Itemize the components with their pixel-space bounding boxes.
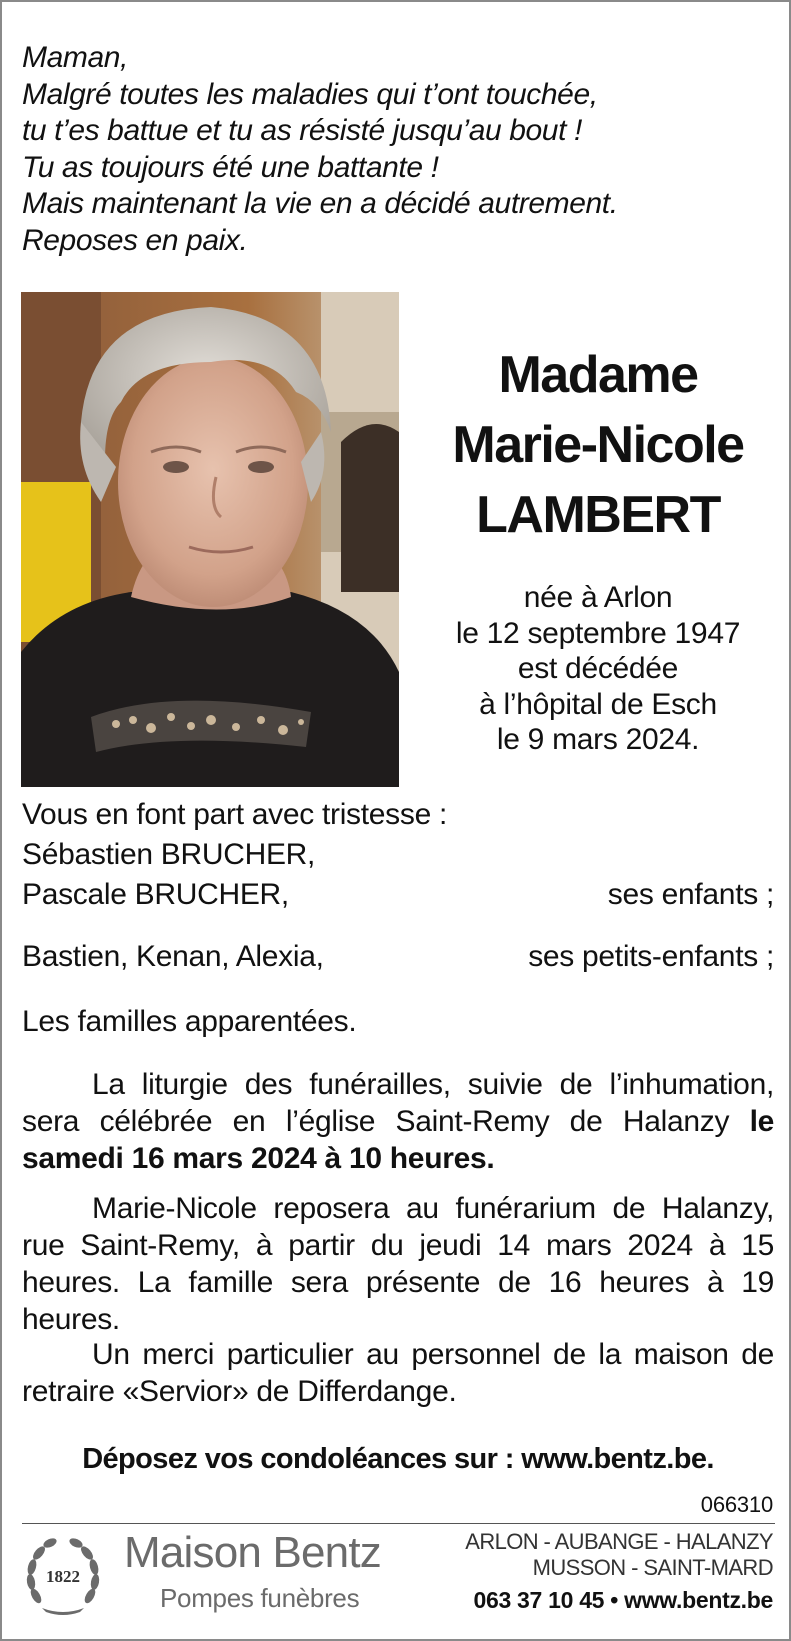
reference-number: 066310: [700, 1492, 773, 1517]
brand-name: Maison Bentz: [124, 1528, 381, 1577]
deceased-name: [412, 340, 784, 550]
laurel-badge-icon: [22, 1534, 104, 1616]
condolences-line: Déposez vos condoléances sur : www.bentz.be.: [82, 1443, 714, 1475]
last-name: LAMBERT: [476, 486, 720, 544]
child-name: Sébastien BRUCHER,: [22, 838, 316, 871]
death-statement: est décédée: [517, 652, 679, 685]
poem-line: Mais maintenant la vie en a décidé autrement.: [22, 187, 618, 220]
relation-label: ses petits-enfants ;: [528, 940, 774, 973]
footer-divider: [22, 1523, 775, 1524]
visitation-paragraph: Marie-Nicole reposera au funérarium de Halanzy, rue Saint-Remy, à partir du jeudi 14 mars 2024 à 15 heures. La famille sera présente de 16 heures à 19 heures.: [22, 1192, 774, 1336]
life-dates: [412, 580, 784, 758]
child-name: Pascale BRUCHER,: [22, 878, 289, 911]
family-row: [22, 878, 774, 918]
locations-line: ARLON - AUBANGE - HALANZY: [465, 1529, 773, 1554]
locations-line: MUSSON - SAINT-MARD: [532, 1555, 773, 1580]
poem-line: Malgré toutes les maladies qui t’ont touchée,: [22, 77, 598, 111]
death-date: le 9 mars 2024.: [496, 723, 700, 756]
thanks-paragraph: Un merci particulier au personnel de la maison de retraire «Servior» de Differdange.: [22, 1338, 774, 1408]
badge-year: 1822: [46, 1567, 80, 1586]
funeral-text: La liturgie des funérailles, suivie de l’inhumation, sera célébrée en l’église Saint-Remy de Halanzy: [22, 1068, 774, 1138]
death-place: à l’hôpital de Esch: [479, 687, 717, 721]
birth-date: le 12 septembre 1947: [455, 616, 741, 650]
contact-line: 063 37 10 45 • www.bentz.be: [473, 1587, 773, 1613]
funeral-paragraph: [22, 1066, 774, 1177]
brand-subtitle: Pompes funèbres: [160, 1583, 360, 1613]
family-row: [22, 838, 774, 878]
portrait-illustration: [21, 292, 399, 787]
first-name: Marie-Nicole: [452, 416, 744, 474]
relation-label: ses enfants ;: [607, 878, 774, 911]
poem-line: tu t’es battue et tu as résisté jusqu’au bout !: [22, 114, 582, 147]
family-row: [22, 1005, 774, 1045]
announcement: Vous en font part avec tristesse :: [22, 798, 448, 831]
honorific: Madame: [498, 346, 698, 404]
poem-line: Tu as toujours été une battante !: [22, 150, 439, 184]
portrait-photo: [21, 292, 399, 787]
poem-line: Maman,: [22, 41, 128, 74]
poem: [22, 40, 618, 259]
birth-place: née à Arlon: [523, 581, 673, 614]
grandchildren-names: Bastien, Kenan, Alexia,: [22, 940, 324, 973]
relatives: Les familles apparentées.: [22, 1005, 357, 1038]
funeral-date: le samedi 16 mars 2024 à 10 heures.: [22, 1105, 774, 1175]
poem-line: Reposes en paix.: [22, 223, 248, 257]
family-row: [22, 940, 774, 980]
